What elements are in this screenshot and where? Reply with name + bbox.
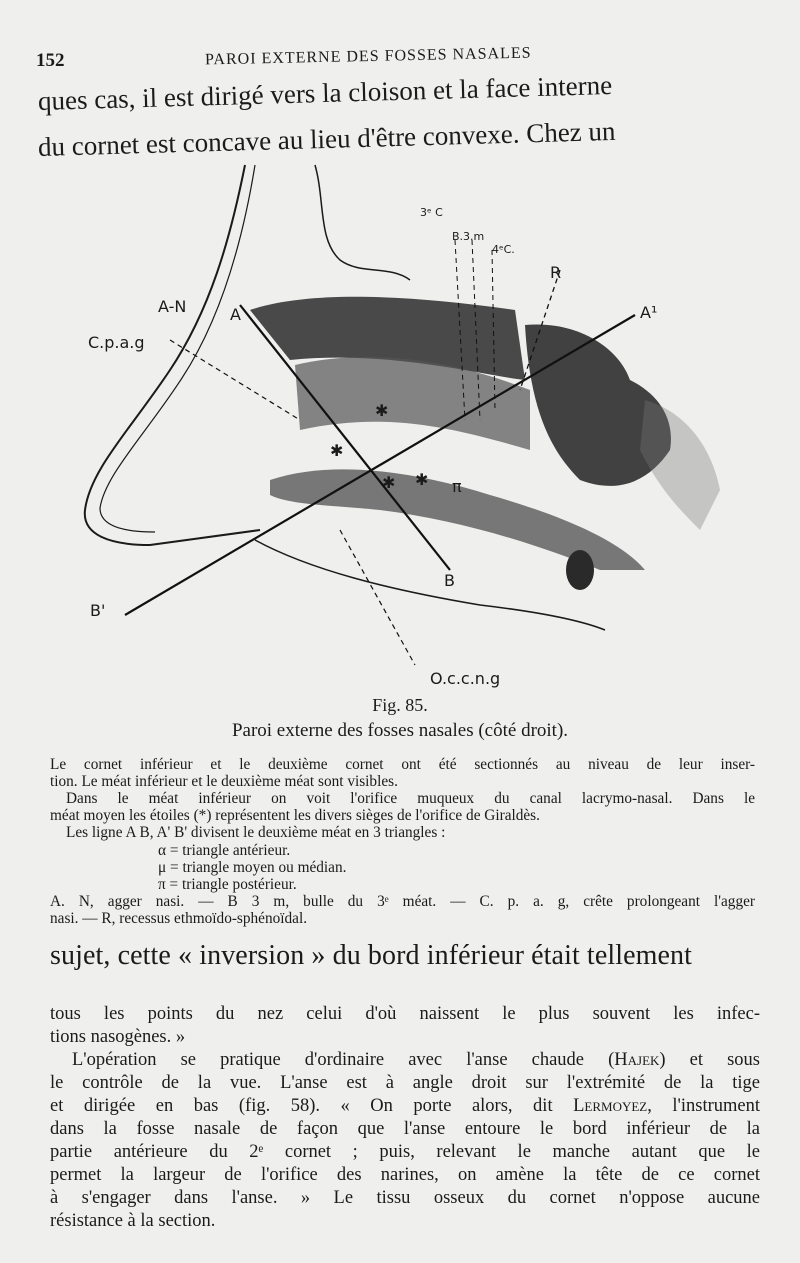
caption-line: Le cornet inférieur et le deuxième cornet ont été sectionnés au niveau de leur inser- [50, 756, 755, 773]
label-b: B [444, 571, 455, 590]
author-name: Hajek [614, 1050, 660, 1070]
figure-number: Fig. 85. [372, 695, 428, 715]
caption-line: A. N, agger nasi. — B 3 m, bulle du 3ᵉ méat. — C. p. a. g, crête prolongeant l'agger [50, 893, 755, 910]
body-line-top-2: du cornet est concave au lieu d'être convexe. Chez un [37, 115, 616, 162]
body-line-top-1: ques cas, il est dirigé vers la cloison et la face interne [37, 69, 613, 116]
body-text: et dirigée en bas (fig. 58). « On porte alors, dit [50, 1096, 574, 1116]
body-line: le contrôle de la vue. L'anse est à angle droit sur l'extrémité de la tige [50, 1073, 760, 1093]
caption-line: méat moyen les étoiles (*) représentent les divers sièges de l'orifice de Giraldès. [50, 807, 540, 824]
caption-line: tion. Le méat inférieur et le deuxième méat sont visibles. [50, 773, 398, 790]
label-cpag: C.p.a.g [88, 333, 145, 352]
body-line [72, 1049, 760, 1072]
label-4c: 4ᵉC. [492, 243, 515, 256]
body-line: résistance à la section. [50, 1211, 216, 1231]
dashed-cpag [170, 340, 300, 420]
body-text: ) et sous [659, 1050, 760, 1070]
caption-line: Les ligne A B, A' B' divisent le deuxième méat en 3 triangles : [66, 824, 446, 841]
label-pi: π [452, 477, 462, 496]
star-marker: ✱ [375, 401, 389, 420]
body-text: , l'instrument [647, 1096, 760, 1116]
anatomical-figure [60, 150, 760, 690]
star-marker: ✱ [330, 441, 344, 460]
body-line [50, 1095, 760, 1118]
star-marker: ✱ [415, 470, 429, 489]
label-r: R [550, 263, 562, 282]
caption-line: nasi. — R, recessus ethmoïdo-sphénoïdal. [50, 910, 308, 927]
body-line: permet la largeur de l'orifice des narines, on amène la tête de ce cornet [50, 1165, 760, 1185]
label-an: A-N [158, 297, 187, 316]
body-line-large: sujet, cette « inversion » du bord inférieur était tellement [50, 940, 693, 971]
caption-line: π = triangle postérieur. [158, 876, 297, 893]
label-a1: A¹ [640, 303, 658, 322]
body-text: L'opération se pratique d'ordinaire avec l'anse chaude ( [72, 1050, 615, 1070]
author-name: Lermoyez [573, 1096, 648, 1116]
caption-line: μ = triangle moyen ou médian. [158, 859, 347, 876]
label-3c: 3ᵉ C [420, 206, 443, 219]
roof-curve [315, 165, 410, 280]
nose-outline [85, 165, 260, 545]
label-b1: B' [90, 601, 106, 620]
body-line: tions nasogènes. » [50, 1027, 186, 1047]
stippled-region [640, 400, 720, 530]
star-marker: ✱ [382, 473, 396, 492]
nasal-wall-drawing [60, 150, 760, 690]
dark-oval [566, 550, 594, 590]
caption-line: Dans le méat inférieur on voit l'orifice muqueux du canal lacrymo-nasal. Dans le [66, 790, 755, 807]
caption-line: α = triangle antérieur. [158, 842, 291, 859]
body-line: tous les points du nez celui d'où naissent le plus souvent les infec- [50, 1004, 760, 1024]
dashed-occng [340, 530, 415, 665]
label-a: A [230, 305, 241, 324]
label-b3m: B.3.m [452, 230, 485, 243]
floor-curve [255, 540, 605, 630]
running-title: PAROI EXTERNE DES FOSSES NASALES [204, 44, 532, 69]
body-line: partie antérieure du 2ᵉ cornet ; puis, relevant le manche autant que le [50, 1142, 760, 1162]
figure-title: Paroi externe des fosses nasales (côté droit). [231, 720, 569, 741]
label-occng: O.c.c.n.g [430, 669, 501, 688]
body-line: dans la fosse nasale de façon que l'anse entoure le bord inférieur de la [50, 1119, 760, 1139]
body-line: à s'engager dans l'anse. » Le tissu osseux du cornet n'oppose aucune [50, 1188, 760, 1208]
page-number: 152 [36, 50, 65, 71]
